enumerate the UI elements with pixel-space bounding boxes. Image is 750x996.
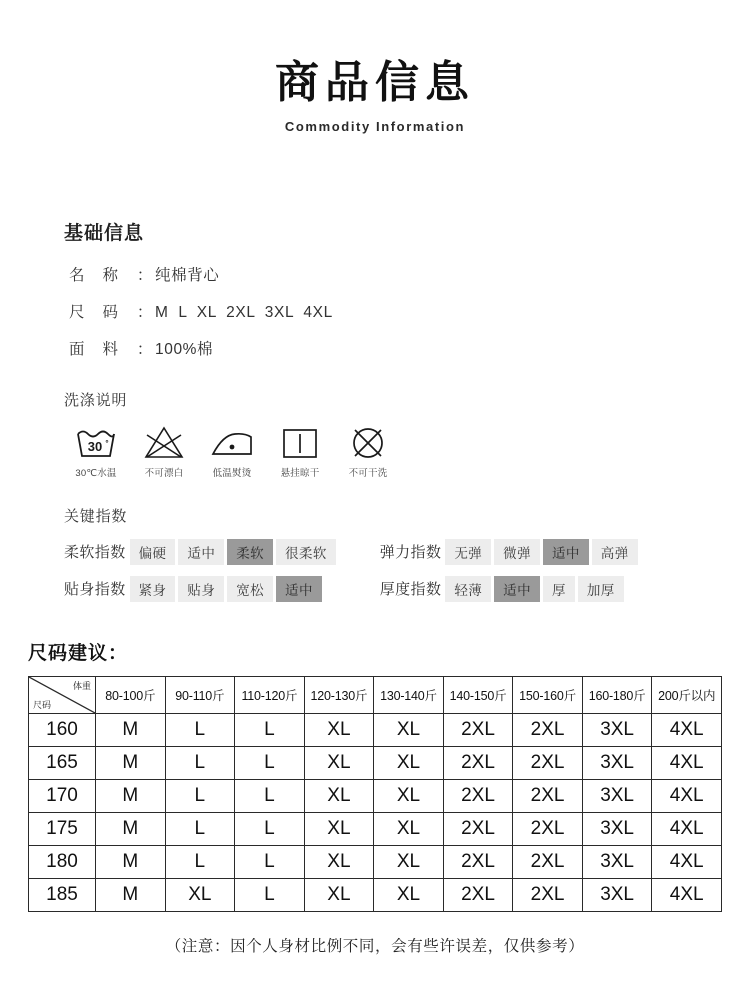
size-recommendation-heading: 尺码建议： bbox=[28, 642, 129, 664]
chip-thickness-2[interactable]: 厚 bbox=[543, 576, 575, 602]
chip-fit-3[interactable]: 适中 bbox=[276, 576, 322, 602]
key-indices-section bbox=[0, 505, 750, 602]
info-value-fabric: 100%棉 bbox=[155, 340, 214, 358]
index-row-softness bbox=[64, 539, 336, 565]
size-cell-2-1: L bbox=[165, 779, 235, 812]
info-row-sizes bbox=[69, 300, 750, 322]
height-label-4: 180 bbox=[29, 845, 96, 878]
svg-text:30: 30 bbox=[87, 438, 103, 454]
wash-item-water-temp bbox=[72, 422, 120, 479]
size-cell-3-3: XL bbox=[304, 812, 374, 845]
wash-caption-hang-dry: 悬挂晾干 bbox=[280, 467, 320, 479]
size-recommendation-section bbox=[0, 638, 750, 956]
info-row-fabric bbox=[69, 337, 750, 359]
chip-thickness-0[interactable]: 轻薄 bbox=[445, 576, 491, 602]
size-cell-0-0: M bbox=[96, 713, 166, 746]
key-indices-left-column bbox=[64, 539, 336, 602]
chip-softness-0[interactable]: 偏硬 bbox=[130, 539, 176, 565]
size-cell-2-0: M bbox=[96, 779, 166, 812]
table-row bbox=[29, 878, 722, 911]
size-cell-4-1: L bbox=[165, 845, 235, 878]
basic-info-heading: 基础信息 bbox=[64, 222, 145, 244]
wash-care-section bbox=[0, 389, 750, 479]
size-cell-4-8: 4XL bbox=[652, 845, 722, 878]
no-bleach-icon bbox=[140, 422, 188, 462]
size-cell-3-2: L bbox=[235, 812, 305, 845]
size-cell-0-4: XL bbox=[374, 713, 444, 746]
size-cell-5-7: 3XL bbox=[582, 878, 652, 911]
size-cell-1-4: XL bbox=[374, 746, 444, 779]
iron-low-heat-icon bbox=[208, 422, 256, 462]
size-chart-note: （注意：因个人身材比例不同，会有些许误差，仅供参考） bbox=[165, 937, 585, 955]
size-cell-3-7: 3XL bbox=[582, 812, 652, 845]
size-cell-4-3: XL bbox=[304, 845, 374, 878]
size-cell-1-8: 4XL bbox=[652, 746, 722, 779]
table-row bbox=[29, 845, 722, 878]
size-cell-4-7: 3XL bbox=[582, 845, 652, 878]
size-cell-5-6: 2XL bbox=[513, 878, 583, 911]
table-row bbox=[29, 746, 722, 779]
basic-info-section bbox=[0, 218, 750, 359]
index-label-fit: 贴身指数 bbox=[64, 581, 126, 599]
info-value-sizes: M L XL 2XL 3XL 4XL bbox=[155, 303, 333, 321]
weight-col-0: 80-100斤 bbox=[96, 676, 166, 713]
chip-fit-0[interactable]: 紧身 bbox=[130, 576, 176, 602]
info-label-fabric: 面 料 ： bbox=[69, 340, 153, 358]
key-indices-right-column bbox=[380, 539, 638, 602]
size-cell-1-3: XL bbox=[304, 746, 374, 779]
index-row-elasticity bbox=[380, 539, 638, 565]
table-header-row bbox=[29, 676, 722, 713]
chip-softness-2[interactable]: 柔软 bbox=[227, 539, 273, 565]
weight-col-8: 200斤以内 bbox=[652, 676, 722, 713]
size-cell-4-4: XL bbox=[374, 845, 444, 878]
chip-softness-1[interactable]: 适中 bbox=[178, 539, 224, 565]
size-cell-3-5: 2XL bbox=[443, 812, 513, 845]
size-cell-1-7: 3XL bbox=[582, 746, 652, 779]
index-label-elasticity: 弹力指数 bbox=[379, 544, 442, 562]
wash-tub-30-icon bbox=[72, 422, 120, 462]
wash-caption-no-bleach: 不可漂白 bbox=[144, 467, 184, 479]
page-subtitle: Commodity Information bbox=[284, 118, 466, 134]
corner-label-weight: 体重 bbox=[72, 680, 91, 691]
size-cell-1-5: 2XL bbox=[443, 746, 513, 779]
height-label-3: 175 bbox=[29, 812, 96, 845]
size-cell-3-0: M bbox=[96, 812, 166, 845]
weight-col-6: 150-160斤 bbox=[513, 676, 583, 713]
size-cell-5-8: 4XL bbox=[652, 878, 722, 911]
size-cell-2-2: L bbox=[235, 779, 305, 812]
info-value-name: 纯棉背心 bbox=[155, 266, 220, 284]
table-row bbox=[29, 779, 722, 812]
svg-text:°: ° bbox=[105, 438, 109, 448]
size-cell-0-3: XL bbox=[304, 713, 374, 746]
size-cell-4-6: 2XL bbox=[513, 845, 583, 878]
size-cell-1-1: L bbox=[165, 746, 235, 779]
index-row-fit bbox=[64, 576, 336, 602]
size-cell-1-0: M bbox=[96, 746, 166, 779]
size-cell-2-7: 3XL bbox=[582, 779, 652, 812]
weight-col-3: 120-130斤 bbox=[304, 676, 374, 713]
key-indices-grid bbox=[64, 539, 750, 602]
info-label-name: 名 称 ： bbox=[69, 266, 153, 284]
size-chart-table bbox=[28, 676, 722, 912]
chip-fit-1[interactable]: 贴身 bbox=[178, 576, 224, 602]
height-label-0: 160 bbox=[29, 713, 96, 746]
wash-caption-water-temp: 30℃水温 bbox=[75, 467, 117, 479]
index-label-softness: 柔软指数 bbox=[64, 544, 126, 562]
size-cell-3-4: XL bbox=[374, 812, 444, 845]
size-cell-0-8: 4XL bbox=[652, 713, 722, 746]
corner-label-size: 尺码 bbox=[33, 699, 52, 710]
size-cell-5-2: L bbox=[235, 878, 305, 911]
height-label-5: 185 bbox=[29, 878, 96, 911]
size-cell-5-5: 2XL bbox=[443, 878, 513, 911]
wash-item-no-dry-clean bbox=[344, 422, 392, 479]
size-cell-0-2: L bbox=[235, 713, 305, 746]
info-row-name bbox=[69, 263, 750, 285]
size-cell-0-5: 2XL bbox=[443, 713, 513, 746]
size-cell-3-6: 2XL bbox=[513, 812, 583, 845]
size-cell-2-5: 2XL bbox=[443, 779, 513, 812]
index-label-thickness: 厚度指数 bbox=[379, 581, 442, 599]
size-cell-1-6: 2XL bbox=[513, 746, 583, 779]
wash-care-heading: 洗涤说明 bbox=[64, 391, 128, 409]
basic-info-list bbox=[64, 263, 750, 359]
height-label-2: 170 bbox=[29, 779, 96, 812]
size-cell-3-8: 4XL bbox=[652, 812, 722, 845]
size-cell-5-1: XL bbox=[165, 878, 235, 911]
chip-elasticity-0[interactable]: 无弹 bbox=[445, 539, 491, 565]
wash-caption-iron: 低温熨烫 bbox=[212, 467, 252, 479]
chip-softness-3[interactable]: 很柔软 bbox=[276, 539, 336, 565]
size-cell-2-6: 2XL bbox=[513, 779, 583, 812]
height-label-1: 165 bbox=[29, 746, 96, 779]
index-row-thickness bbox=[380, 576, 638, 602]
size-cell-5-3: XL bbox=[304, 878, 374, 911]
wash-care-icon-list bbox=[64, 422, 750, 479]
key-indices-heading: 关键指数 bbox=[64, 507, 128, 525]
wash-item-no-bleach bbox=[140, 422, 188, 479]
weight-col-7: 160-180斤 bbox=[582, 676, 652, 713]
weight-col-4: 130-140斤 bbox=[374, 676, 444, 713]
size-cell-0-1: L bbox=[165, 713, 235, 746]
chip-fit-2[interactable]: 宽松 bbox=[227, 576, 273, 602]
table-corner-cell bbox=[29, 676, 96, 713]
chip-thickness-1[interactable]: 适中 bbox=[494, 576, 540, 602]
no-dry-clean-icon bbox=[344, 422, 392, 462]
chip-thickness-3[interactable]: 加厚 bbox=[578, 576, 624, 602]
size-cell-4-5: 2XL bbox=[443, 845, 513, 878]
size-cell-0-7: 3XL bbox=[582, 713, 652, 746]
wash-item-hang-dry bbox=[276, 422, 324, 479]
size-cell-5-4: XL bbox=[374, 878, 444, 911]
weight-col-1: 90-110斤 bbox=[165, 676, 235, 713]
size-cell-0-6: 2XL bbox=[513, 713, 583, 746]
info-label-sizes: 尺 码 ： bbox=[69, 303, 153, 321]
weight-col-2: 110-120斤 bbox=[235, 676, 305, 713]
size-cell-2-3: XL bbox=[304, 779, 374, 812]
size-cell-5-0: M bbox=[96, 878, 166, 911]
chip-elasticity-1[interactable]: 微弹 bbox=[494, 539, 540, 565]
weight-col-5: 140-150斤 bbox=[443, 676, 513, 713]
size-cell-2-8: 4XL bbox=[652, 779, 722, 812]
size-cell-1-2: L bbox=[235, 746, 305, 779]
size-cell-4-2: L bbox=[235, 845, 305, 878]
page-title: 商品信息 bbox=[275, 58, 475, 107]
hang-dry-icon bbox=[276, 422, 324, 462]
size-cell-2-4: XL bbox=[374, 779, 444, 812]
size-cell-4-0: M bbox=[96, 845, 166, 878]
table-row bbox=[29, 812, 722, 845]
size-cell-3-1: L bbox=[165, 812, 235, 845]
table-row bbox=[29, 713, 722, 746]
wash-item-iron bbox=[208, 422, 256, 479]
page-header bbox=[0, 0, 750, 134]
chip-elasticity-3[interactable]: 高弹 bbox=[592, 539, 638, 565]
chip-elasticity-2[interactable]: 适中 bbox=[543, 539, 589, 565]
wash-caption-no-dry-clean: 不可干洗 bbox=[348, 467, 388, 479]
